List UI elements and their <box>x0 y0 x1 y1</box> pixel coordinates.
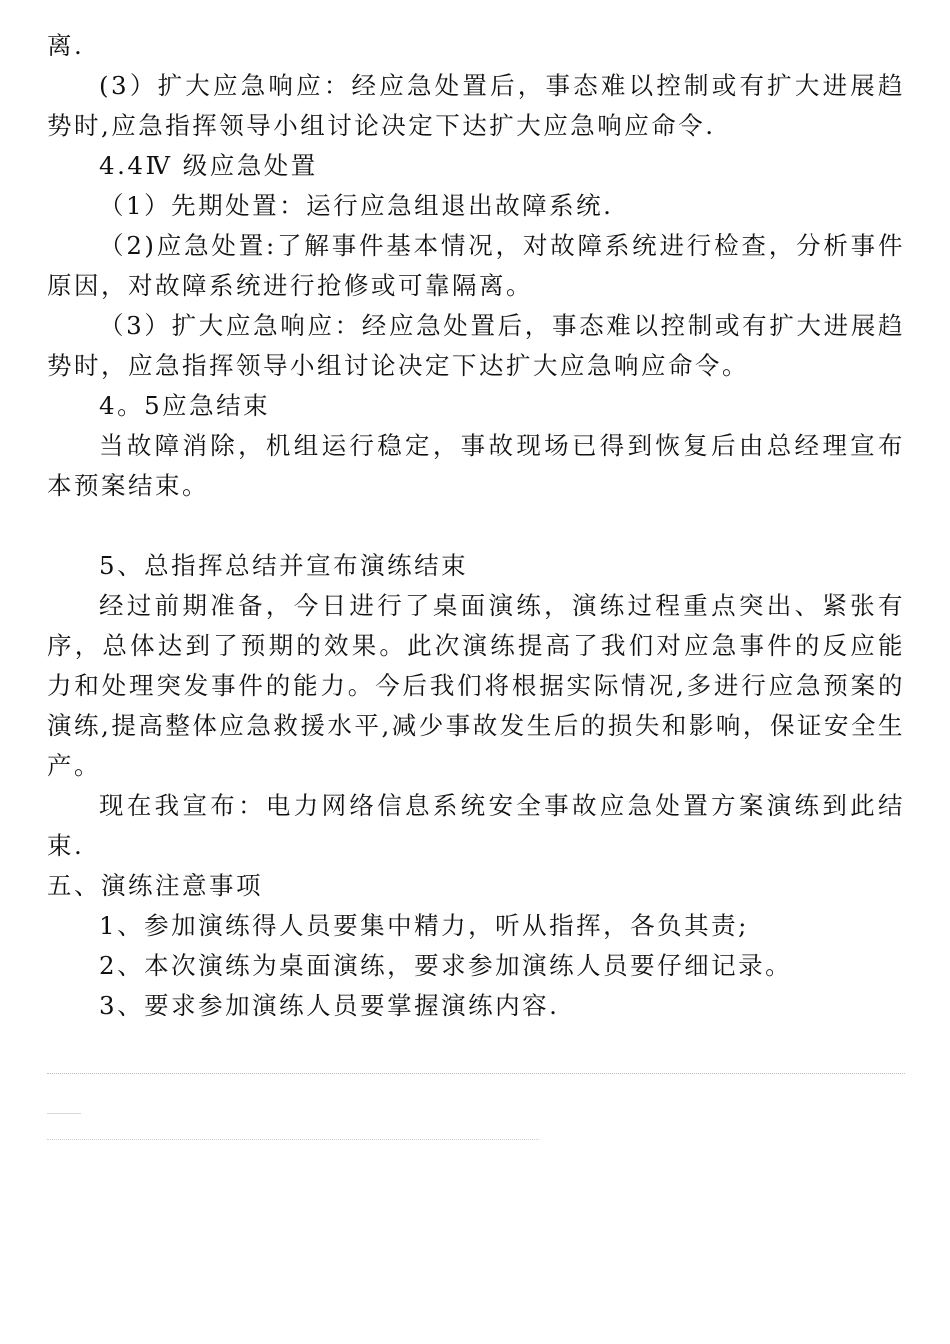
section-heading-4-5: 4。5应急结束 <box>99 391 271 420</box>
list-item-note-3: 3、要求参加演练人员要掌握演练内容. <box>99 991 560 1020</box>
blank-line <box>47 506 905 546</box>
section-heading-4-4: 4.4Ⅳ 级应急处置 <box>99 151 318 180</box>
section-heading-5: 5、总指挥总结并宣布演练结束 <box>99 551 469 580</box>
paragraph-expand-response-2: （3）扩大应急响应：经应急处置后，事态难以控制或有扩大进展趋势时，应急指挥领导小组讨论决定下达扩大应急响应命令。 <box>47 311 905 380</box>
section-heading-notes: 五、演练注意事项 <box>47 871 263 900</box>
paragraph-expand-response-1: (3）扩大应急响应：经应急处置后，事态难以控制或有扩大进展趋势时,应急指挥领导小组讨论决定下达扩大应急响应命令. <box>47 71 905 140</box>
paragraph-initial-handling: （1）先期处置：运行应急组退出故障系统. <box>99 191 614 220</box>
footer-divider <box>47 1073 905 1074</box>
paragraph-drill-summary: 经过前期准备，今日进行了桌面演练，演练过程重点突出、紧张有序，总体达到了预期的效果。此次演练提高了我们对应急事件的反应能力和处理突发事件的能力。今后我们将根据实际情况,多进行应急预案的演练,提高整体应急救援水平,减少事故发生后的损失和影响，保证安全生产。 <box>47 591 905 780</box>
paragraph-continuation: 离. <box>47 31 85 60</box>
faint-footer-mark <box>47 1113 81 1114</box>
faint-footer-line <box>47 1139 539 1140</box>
list-item-note-1: 1、参加演练得人员要集中精力，听从指挥，各负其责; <box>99 911 749 940</box>
paragraph-announcement: 现在我宣布：电力网络信息系统安全事故应急处置方案演练到此结束. <box>47 791 905 860</box>
paragraph-emergency-handling: （2)应急处置:了解事件基本情况，对故障系统进行检查，分析事件原因，对故障系统进行抢修或可靠隔离。 <box>47 231 905 300</box>
document-body <box>47 26 905 1026</box>
paragraph-emergency-end: 当故障消除，机组运行稳定，事故现场已得到恢复后由总经理宣布本预案结束。 <box>47 431 905 500</box>
list-item-note-2: 2、本次演练为桌面演练，要求参加演练人员要仔细记录。 <box>99 951 793 980</box>
